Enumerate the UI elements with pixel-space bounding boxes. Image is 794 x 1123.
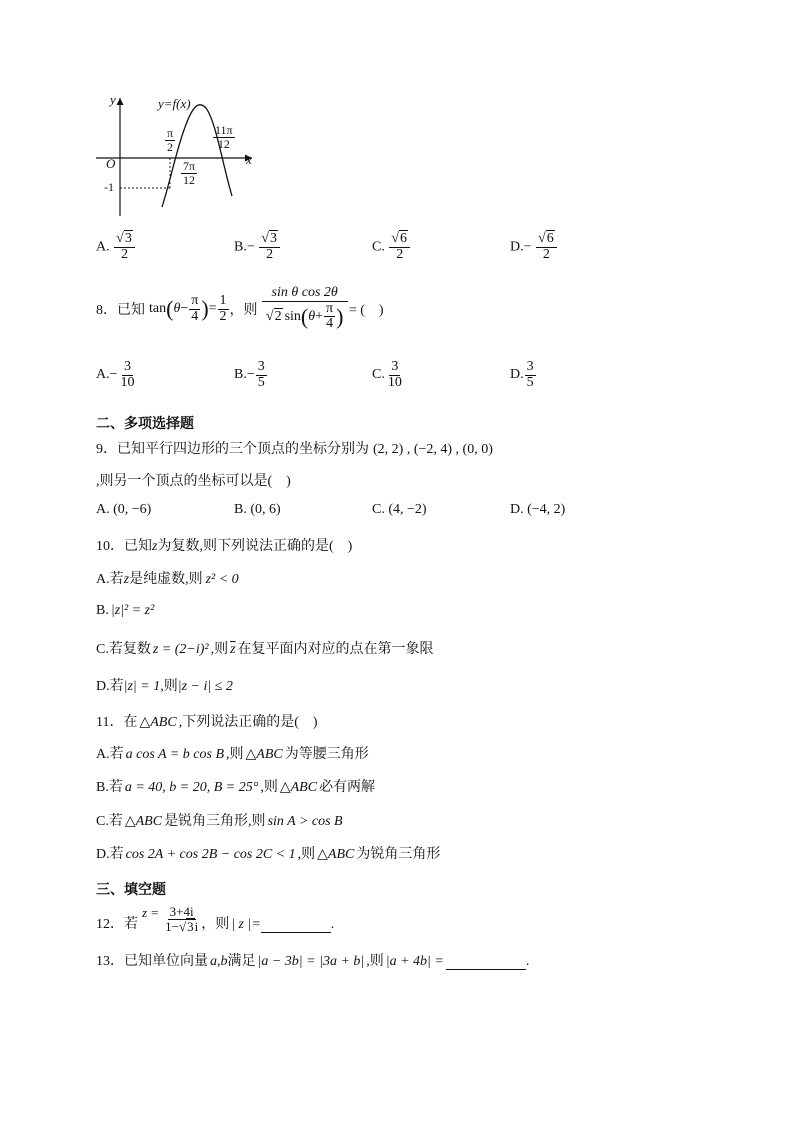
q11-stem: 11．在 △ABC ,下列说法正确的是( ) [96, 715, 318, 730]
q8-stem: 8．已知 tan ( θ − $\frac{\pi}{4}$ ) = $\frac{1}{2}$ ，则 sin θ cos 2θ √2 sin ( θ + $\frac{\pi}{4}$ ) = ( ) [96, 285, 384, 332]
graph-origin-label: O [106, 156, 116, 171]
q12-stem: 12．若 z = $\frac{3+4i}{1-√3i}$ ，则 | z |= . [96, 904, 335, 934]
q13-answer-blank[interactable] [446, 953, 526, 970]
q9-stem-line2: ,则另一个顶点的坐标可以是( ) [96, 474, 291, 489]
q9-option-d: D. (−4, 2) [510, 502, 566, 517]
q7-option-d: D.− $\frac{√6}{2}$ [510, 232, 558, 262]
q10-stem: 10．已知z为复数,则下列说法正确的是( ) [96, 539, 353, 554]
q11-option-a: A.若 a cos A = b cos B ,则 △ABC 为等腰三角形 [96, 747, 369, 762]
q7-option-c: C. $\frac{√6}{2}$ [372, 232, 411, 262]
q10-option-b: B. |z|² = z² [96, 603, 155, 618]
q9-option-c: C. (4, −2) [372, 502, 427, 517]
graph-x-label: x [246, 152, 252, 167]
q8-option-d: D. $\frac{3}{5}$ [510, 359, 534, 390]
graph-11pi12-label: $\frac{11\pi}{12}$ [215, 123, 233, 151]
q11-option-b: B.若 a = 40, b = 20, B = 25° ,则 △ABC 必有两解 [96, 780, 376, 795]
graph-function-label: y=f(x) [158, 96, 191, 111]
q9-stem: 9．已知平行四边形的三个顶点的坐标分别为 (2, 2) , (−2, 4) , (0, 0) [96, 442, 493, 457]
q11-option-d: D.若 cos 2A + cos 2B − cos 2C < 1 ,则 △ABC 为锐角三角形 [96, 847, 441, 862]
q10-option-a: A.若z是纯虚数,则 z² < 0 [96, 572, 239, 587]
q9-option-a: A. (0, −6) [96, 502, 152, 517]
graph-pi2-label: $\frac{\pi}{2}$ [167, 126, 174, 154]
section-3-heading: 三、填空题 [96, 882, 166, 898]
curve [162, 105, 232, 207]
q12-answer-blank[interactable] [261, 916, 331, 933]
q8-option-b: B. − $\frac{3}{5}$ [234, 359, 265, 390]
q7-option-a: A. $\frac{√3}{2}$ [96, 232, 136, 262]
q9-option-b: B. (0, 6) [234, 502, 281, 517]
graph-y-label: y [110, 92, 116, 107]
q10-option-c: C.若复数 z = (2−i)² ,则 $\overline{z}$ 在复平面内对应的点在第一象限 [96, 642, 434, 657]
q10-option-d: D.若|z| = 1,则|z − i| ≤ 2 [96, 679, 233, 694]
q8-option-c: C. $\frac{3}{10}$ [372, 359, 402, 390]
section-2-heading: 二、多项选择题 [96, 416, 194, 432]
graph-7pi12-label: $\frac{7\pi}{12}$ [183, 159, 196, 187]
q8-option-a: A. − $\frac{3}{10}$ [96, 359, 135, 390]
graph-neg1-label: -1 [104, 180, 114, 194]
q13-stem: 13．已知单位向量 a , b 满足 |a − 3b| = |3a + b| ,则 |a + 4b| = . [96, 954, 530, 969]
q7-option-b: B.− $\frac{√3}{2}$ [234, 232, 281, 262]
q11-option-c: C.若 △ABC 是锐角三角形,则 sin A > cos B [96, 814, 343, 829]
